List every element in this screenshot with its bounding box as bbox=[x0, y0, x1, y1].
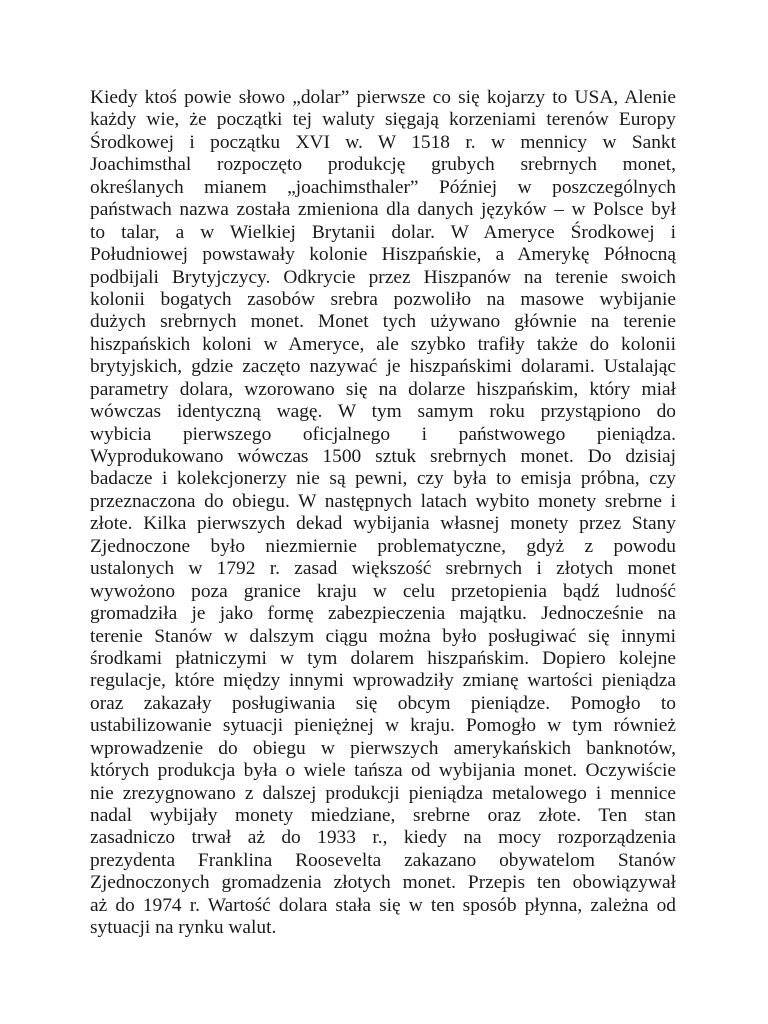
text-line: wówczas identyczną wagę. W tym samym roku przystąpiono do bbox=[90, 401, 676, 423]
text-line: środkami płatniczymi w tym dolarem hiszpańskim. Dopiero kolejne bbox=[90, 647, 676, 669]
text-line: aż do 1974 r. Wartość dolara stała się w ten sposób płynna, zależna od bbox=[90, 894, 676, 916]
text-line: regulacje, które między innymi wprowadziły zmianę wartości pieniądza bbox=[90, 670, 676, 692]
text-line: podbijali Brytyjczycy. Odkrycie przez Hiszpanów na terenie swoich bbox=[90, 266, 676, 288]
text-line: oraz zakazały posługiwania się obcym pieniądze. Pomogło to bbox=[90, 692, 676, 714]
text-line: wprowadzenie do obiegu w pierwszych amerykańskich banknotów, bbox=[90, 737, 676, 759]
text-line: nadal wybijały monety miedziane, srebrne oraz złote. Ten stan bbox=[90, 805, 676, 826]
text-line: Południowej powstawały kolonie Hiszpańskie, a Amerykę Północną bbox=[90, 244, 676, 266]
text-line: wybicia pierwszego oficjalnego i państwowego pieniądza. bbox=[90, 423, 676, 445]
text-line: hiszpańskich koloni w Ameryce, ale szybko trafiły także do kolonii bbox=[90, 333, 676, 355]
text-line: kolonii bogatych zasobów srebra pozwoliło na masowe wybijanie bbox=[90, 288, 676, 310]
text-line: ustalonych w 1792 r. zasad większość srebrnych i złotych monet bbox=[90, 558, 676, 580]
text-line: ustabilizowanie sytuacji pieniężnej w kraju. Pomogło w tym również bbox=[90, 715, 676, 737]
text-line: nie zrezygnowano z dalszej produkcji pieniądza metalowego i mennice bbox=[90, 782, 676, 804]
text-line: gromadziła je jako formę zabezpieczenia majątku. Jednocześnie na bbox=[90, 603, 676, 625]
text-line: parametry dolara, wzorowano się na dolarze hiszpańskim, który miał bbox=[90, 378, 676, 400]
text-line: Środkowej i początku XVI w. W 1518 r. w mennicy w Sankt bbox=[90, 131, 676, 153]
text-line: wywożono poza granice kraju w celu przetopienia bądź ludność bbox=[90, 580, 676, 602]
text-line: których produkcja była o wiele tańsza od wybijania monet. Oczywiście bbox=[90, 760, 676, 782]
text-line: dużych srebrnych monet. Monet tych używano głównie na terenie bbox=[90, 311, 676, 333]
text-line: terenie Stanów w dalszym ciągu można było posługiwać się innymi bbox=[90, 625, 676, 647]
text-line: prezydenta Franklina Roosevelta zakazano obywatelom Stanów bbox=[90, 849, 676, 871]
text-line: Zjednoczone było niezmiernie problematyczne, gdyż z powodu bbox=[90, 535, 676, 557]
text-line: określanych mianem „joachimsthaler” Później w poszczególnych bbox=[90, 176, 676, 198]
text-line: sytuacji na rynku walut. bbox=[90, 917, 277, 939]
text-line: Joachimsthal rozpoczęto produkcję grubych srebrnych monet, bbox=[90, 154, 676, 176]
text-line: Wyprodukowano wówczas 1500 sztuk srebrnych monet. Do dzisiaj bbox=[90, 446, 676, 467]
text-line: państwach nazwa została zmieniona dla danych języków – w Polsce był bbox=[90, 199, 676, 221]
text-line: każdy wie, że początki tej waluty sięgają korzeniami terenów Europy bbox=[90, 109, 676, 131]
body-paragraph bbox=[90, 87, 676, 940]
text-line: zasadniczo trwał aż do 1933 r., kiedy na mocy rozporządzenia bbox=[90, 827, 676, 849]
text-line: przeznaczona do obiegu. W następnych latach wybito monety srebrne i bbox=[90, 490, 676, 512]
text-line: Zjednoczonych gromadzenia złotych monet. Przepis ten obowiązywał bbox=[90, 872, 676, 894]
text-line: badacze i kolekcjonerzy nie są pewni, czy była to emisja próbna, czy bbox=[90, 468, 676, 490]
text-line: brytyjskich, gdzie zaczęto nazywać je hiszpańskimi dolarami. Ustalając bbox=[90, 356, 676, 378]
text-line: to talar, a w Wielkiej Brytanii dolar. W Ameryce Środkowej i bbox=[90, 221, 676, 243]
text-line: Kiedy ktoś powie słowo „dolar” pierwsze co się kojarzy to USA, Alenie bbox=[90, 87, 676, 108]
text-line: złote. Kilka pierwszych dekad wybijania własnej monety przez Stany bbox=[90, 513, 676, 535]
